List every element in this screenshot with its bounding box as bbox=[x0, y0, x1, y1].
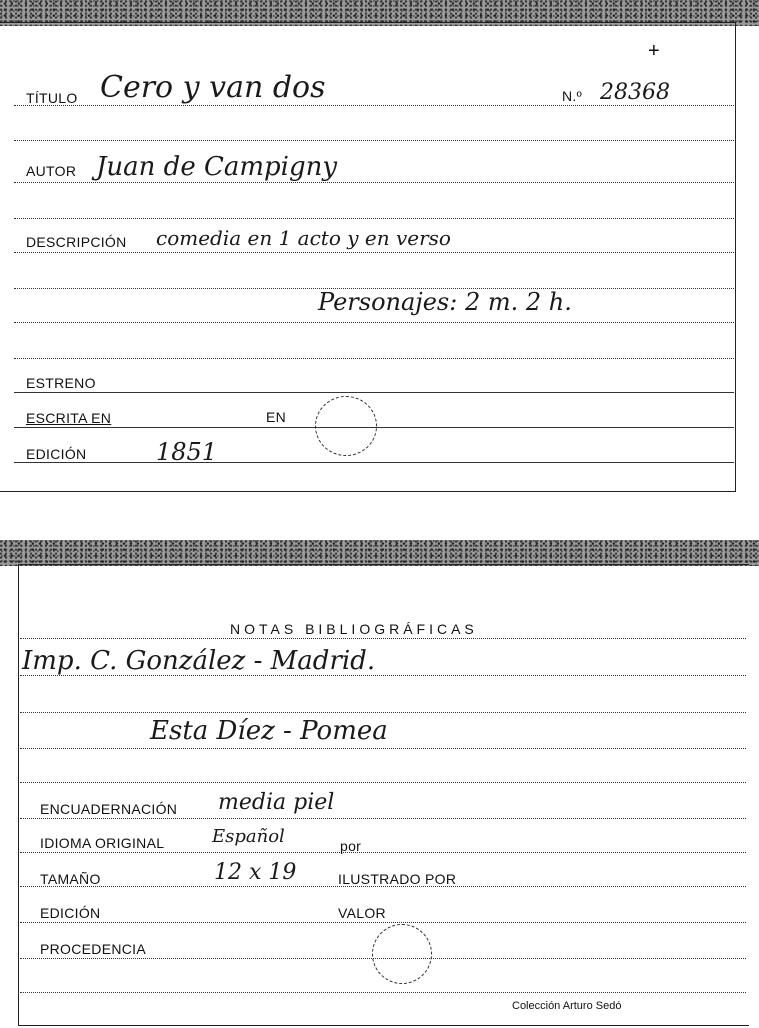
nota-line-2: Esta Díez - Pomea bbox=[150, 716, 388, 746]
escrita-label: ESCRITA EN bbox=[26, 410, 112, 426]
tamano-value: 12 x 19 bbox=[214, 860, 297, 885]
rule bbox=[20, 922, 746, 923]
edicion-label: EDICIÓN bbox=[26, 446, 87, 462]
nota-line-1: Imp. C. González - Madrid. bbox=[22, 646, 376, 676]
autor-label: AUTOR bbox=[26, 163, 77, 179]
titulo-label: TÍTULO bbox=[26, 90, 78, 106]
por-label: por bbox=[340, 838, 362, 854]
rule bbox=[20, 782, 746, 783]
encuadernacion-value: media piel bbox=[218, 790, 335, 815]
idioma-value: Español bbox=[212, 826, 285, 847]
rule bbox=[20, 992, 746, 993]
rule bbox=[14, 322, 734, 323]
rule bbox=[14, 462, 734, 463]
idioma-label: IDIOMA ORIGINAL bbox=[40, 835, 165, 851]
catalog-card-top bbox=[0, 0, 759, 495]
estreno-label: ESTRENO bbox=[26, 375, 96, 391]
rule bbox=[14, 252, 734, 253]
scan-edge-texture bbox=[0, 540, 759, 566]
notas-title: NOTAS BIBLIOGRÁFICAS bbox=[230, 621, 478, 637]
rule bbox=[20, 818, 746, 819]
autor-value: Juan de Campigny bbox=[96, 152, 338, 182]
rule bbox=[20, 638, 746, 639]
collection-footer: Colección Arturo Sedó bbox=[512, 1000, 622, 1012]
procedencia-label: PROCEDENCIA bbox=[40, 941, 146, 957]
tamano-label: TAMAÑO bbox=[40, 871, 101, 887]
encuadernacion-label: ENCUADERNACIÓN bbox=[40, 801, 178, 817]
en-label: EN bbox=[266, 409, 287, 425]
numero-value: 28368 bbox=[600, 80, 670, 105]
rule bbox=[14, 182, 734, 183]
rule bbox=[20, 748, 746, 749]
titulo-value: Cero y van dos bbox=[100, 70, 326, 105]
rule bbox=[20, 712, 746, 713]
edicion-value: 1851 bbox=[156, 438, 218, 466]
rule bbox=[14, 392, 734, 393]
stamp-circle bbox=[372, 924, 432, 984]
descripcion-value: comedia en 1 acto y en verso bbox=[156, 226, 451, 250]
rule bbox=[20, 852, 746, 853]
numero-label: N.º bbox=[562, 88, 583, 104]
ilustrado-label: ILUSTRADO POR bbox=[338, 871, 457, 887]
rule bbox=[14, 105, 734, 106]
rule bbox=[14, 358, 734, 359]
valor-label: VALOR bbox=[338, 905, 386, 921]
catalog-card-bottom bbox=[0, 540, 759, 1028]
plus-mark: + bbox=[648, 40, 660, 62]
rule bbox=[14, 140, 734, 141]
personajes-value: Personajes: 2 m. 2 h. bbox=[318, 288, 572, 316]
rule bbox=[14, 218, 734, 219]
stamp-circle bbox=[315, 396, 377, 456]
descripcion-label: DESCRIPCIÓN bbox=[26, 234, 127, 250]
edicion2-label: EDICIÓN bbox=[40, 905, 101, 921]
